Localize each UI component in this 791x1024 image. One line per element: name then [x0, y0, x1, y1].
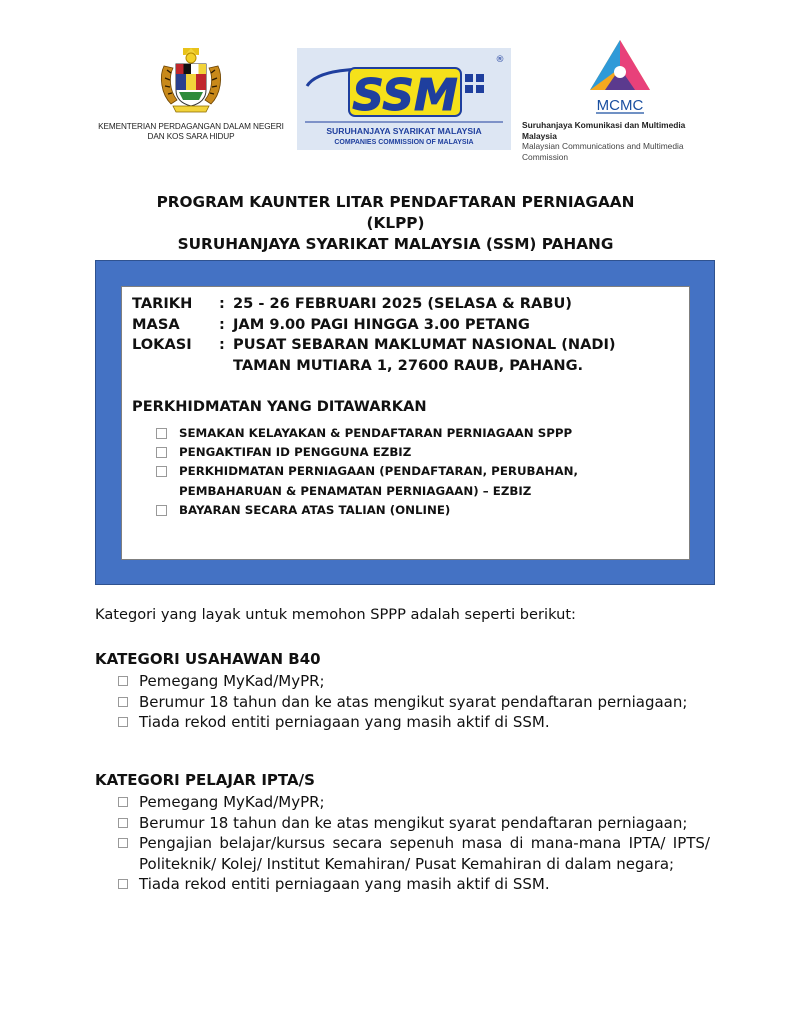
info-separator: :: [219, 295, 225, 312]
checkbox-icon: [156, 428, 167, 439]
kpdn-logo: [96, 46, 286, 142]
title-line-1: PROGRAM KAUNTER LITAR PENDAFTARAN PERNIAGAAN: [156, 193, 635, 211]
criteria-item: [95, 874, 710, 895]
service-item: [132, 443, 689, 462]
criteria-text: Tiada rekod entiti perniagaan yang masih aktif di SSM.: [139, 875, 550, 893]
title-line-2: (KLPP): [366, 214, 425, 232]
mcmc-triangle-icon: [580, 38, 660, 118]
criteria-text: Pemegang MyKad/MyPR;: [139, 672, 325, 690]
checkbox-icon: [118, 797, 128, 807]
logo-row: [0, 38, 791, 162]
kpdn-name-line2: DAN KOS SARA HIDUP: [147, 132, 235, 141]
date-label: TARIKH: [132, 295, 193, 312]
checkbox-icon: [118, 838, 128, 848]
mcmc-logo: [520, 38, 720, 162]
service-item: [132, 424, 689, 443]
ssm-logo: [297, 48, 511, 150]
info-separator: :: [219, 315, 225, 333]
category-ipta: [95, 770, 710, 895]
category-criteria-list: [95, 792, 710, 895]
title-line-3: SURUHANJAYA SYARIKAT MALAYSIA (SSM) PAHANG: [177, 235, 614, 253]
info-row-time: [132, 315, 689, 336]
location-label: LOKASI: [132, 336, 192, 353]
checkbox-icon: [118, 818, 128, 828]
info-separator: :: [219, 336, 225, 353]
services-list: [132, 424, 689, 520]
ssm-name-english: COMPANIES COMMISSION OF MALAYSIA: [334, 139, 474, 146]
event-info-panel: [95, 260, 715, 585]
service-text: PERKHIDMATAN PERNIAGAAN (PENDAFTARAN, PERUBAHAN, PEMBAHARUAN & PENAMATAN PERNIAGAAN) – EZBIZ: [179, 464, 579, 498]
criteria-text: Berumur 18 tahun dan ke atas mengikut syarat pendaftaran perniagaan;: [139, 692, 688, 711]
checkbox-icon: [118, 879, 128, 889]
info-row-date: [132, 294, 689, 315]
malaysia-coat-of-arms-icon: [155, 46, 227, 118]
criteria-text: Berumur 18 tahun dan ke atas mengikut syarat pendaftaran perniagaan;: [139, 813, 688, 832]
checkbox-icon: [118, 717, 128, 727]
mcmc-name-malay: Suruhanjaya Komunikasi dan Multimedia Malaysia: [522, 120, 686, 141]
checkbox-icon: [118, 697, 128, 707]
category-heading: KATEGORI USAHAWAN B40: [95, 650, 321, 668]
checkbox-icon: [156, 447, 167, 458]
criteria-text: Tiada rekod entiti perniagaan yang masih aktif di SSM.: [139, 713, 550, 731]
info-row-location: [132, 335, 689, 376]
criteria-item: [95, 671, 710, 692]
criteria-text: Pengajian belajar/kursus secara sepenuh masa di mana-mana IPTA/ IPTS/ Politeknik/ Kolej/ Institut Kemahiran/ Pusat Kemahiran di dalam negara;: [139, 834, 710, 873]
kpdn-name-line1: KEMENTERIAN PERDAGANGAN DALAM NEGERI: [98, 122, 284, 131]
event-info-box: [121, 286, 690, 560]
criteria-item: [95, 813, 710, 834]
ssm-logo-letters: SSM: [352, 70, 458, 121]
checkbox-icon: [156, 466, 167, 477]
eligibility-intro: Kategori yang layak untuk memohon SPPP adalah seperti berikut:: [95, 606, 576, 623]
mcmc-logo-letters: MCMC: [596, 97, 644, 114]
category-criteria-list: [95, 671, 710, 733]
criteria-item: [95, 712, 710, 733]
service-text: PENGAKTIFAN ID PENGGUNA EZBIZ: [179, 445, 412, 460]
checkbox-icon: [118, 676, 128, 686]
time-value: JAM 9.00 PAGI HINGGA 3.00 PETANG: [233, 315, 530, 333]
service-text: BAYARAN SECARA ATAS TALIAN (ONLINE): [179, 502, 451, 517]
criteria-item: [95, 792, 710, 813]
services-heading: PERKHIDMATAN YANG DITAWARKAN: [132, 398, 427, 415]
document-title: [60, 192, 731, 255]
registered-mark: ®: [495, 55, 505, 65]
ssm-name-malay: SURUHANJAYA SYARIKAT MALAYSIA: [326, 126, 482, 136]
criteria-text: Pemegang MyKad/MyPR;: [139, 793, 325, 811]
service-item: [132, 501, 689, 520]
criteria-item: [95, 833, 710, 874]
service-text: SEMAKAN KELAYAKAN & PENDAFTARAN PERNIAGAAN SPPP: [179, 426, 573, 440]
criteria-item: [95, 692, 710, 713]
location-value: PUSAT SEBARAN MAKLUMAT NASIONAL (NADI) TAMAN MUTIARA 1, 27600 RAUB, PAHANG.: [233, 336, 616, 374]
mcmc-name-english: Malaysian Communications and Multimedia Commission: [522, 141, 684, 162]
category-b40: [95, 649, 710, 733]
category-heading: KATEGORI PELAJAR IPTA/S: [95, 771, 315, 789]
date-value: 25 - 26 FEBRUARI 2025 (SELASA & RABU): [233, 295, 572, 312]
ssm-emblem-icon: [297, 48, 511, 150]
time-label: MASA: [132, 315, 180, 333]
checkbox-icon: [156, 505, 167, 516]
service-item: [132, 462, 689, 500]
